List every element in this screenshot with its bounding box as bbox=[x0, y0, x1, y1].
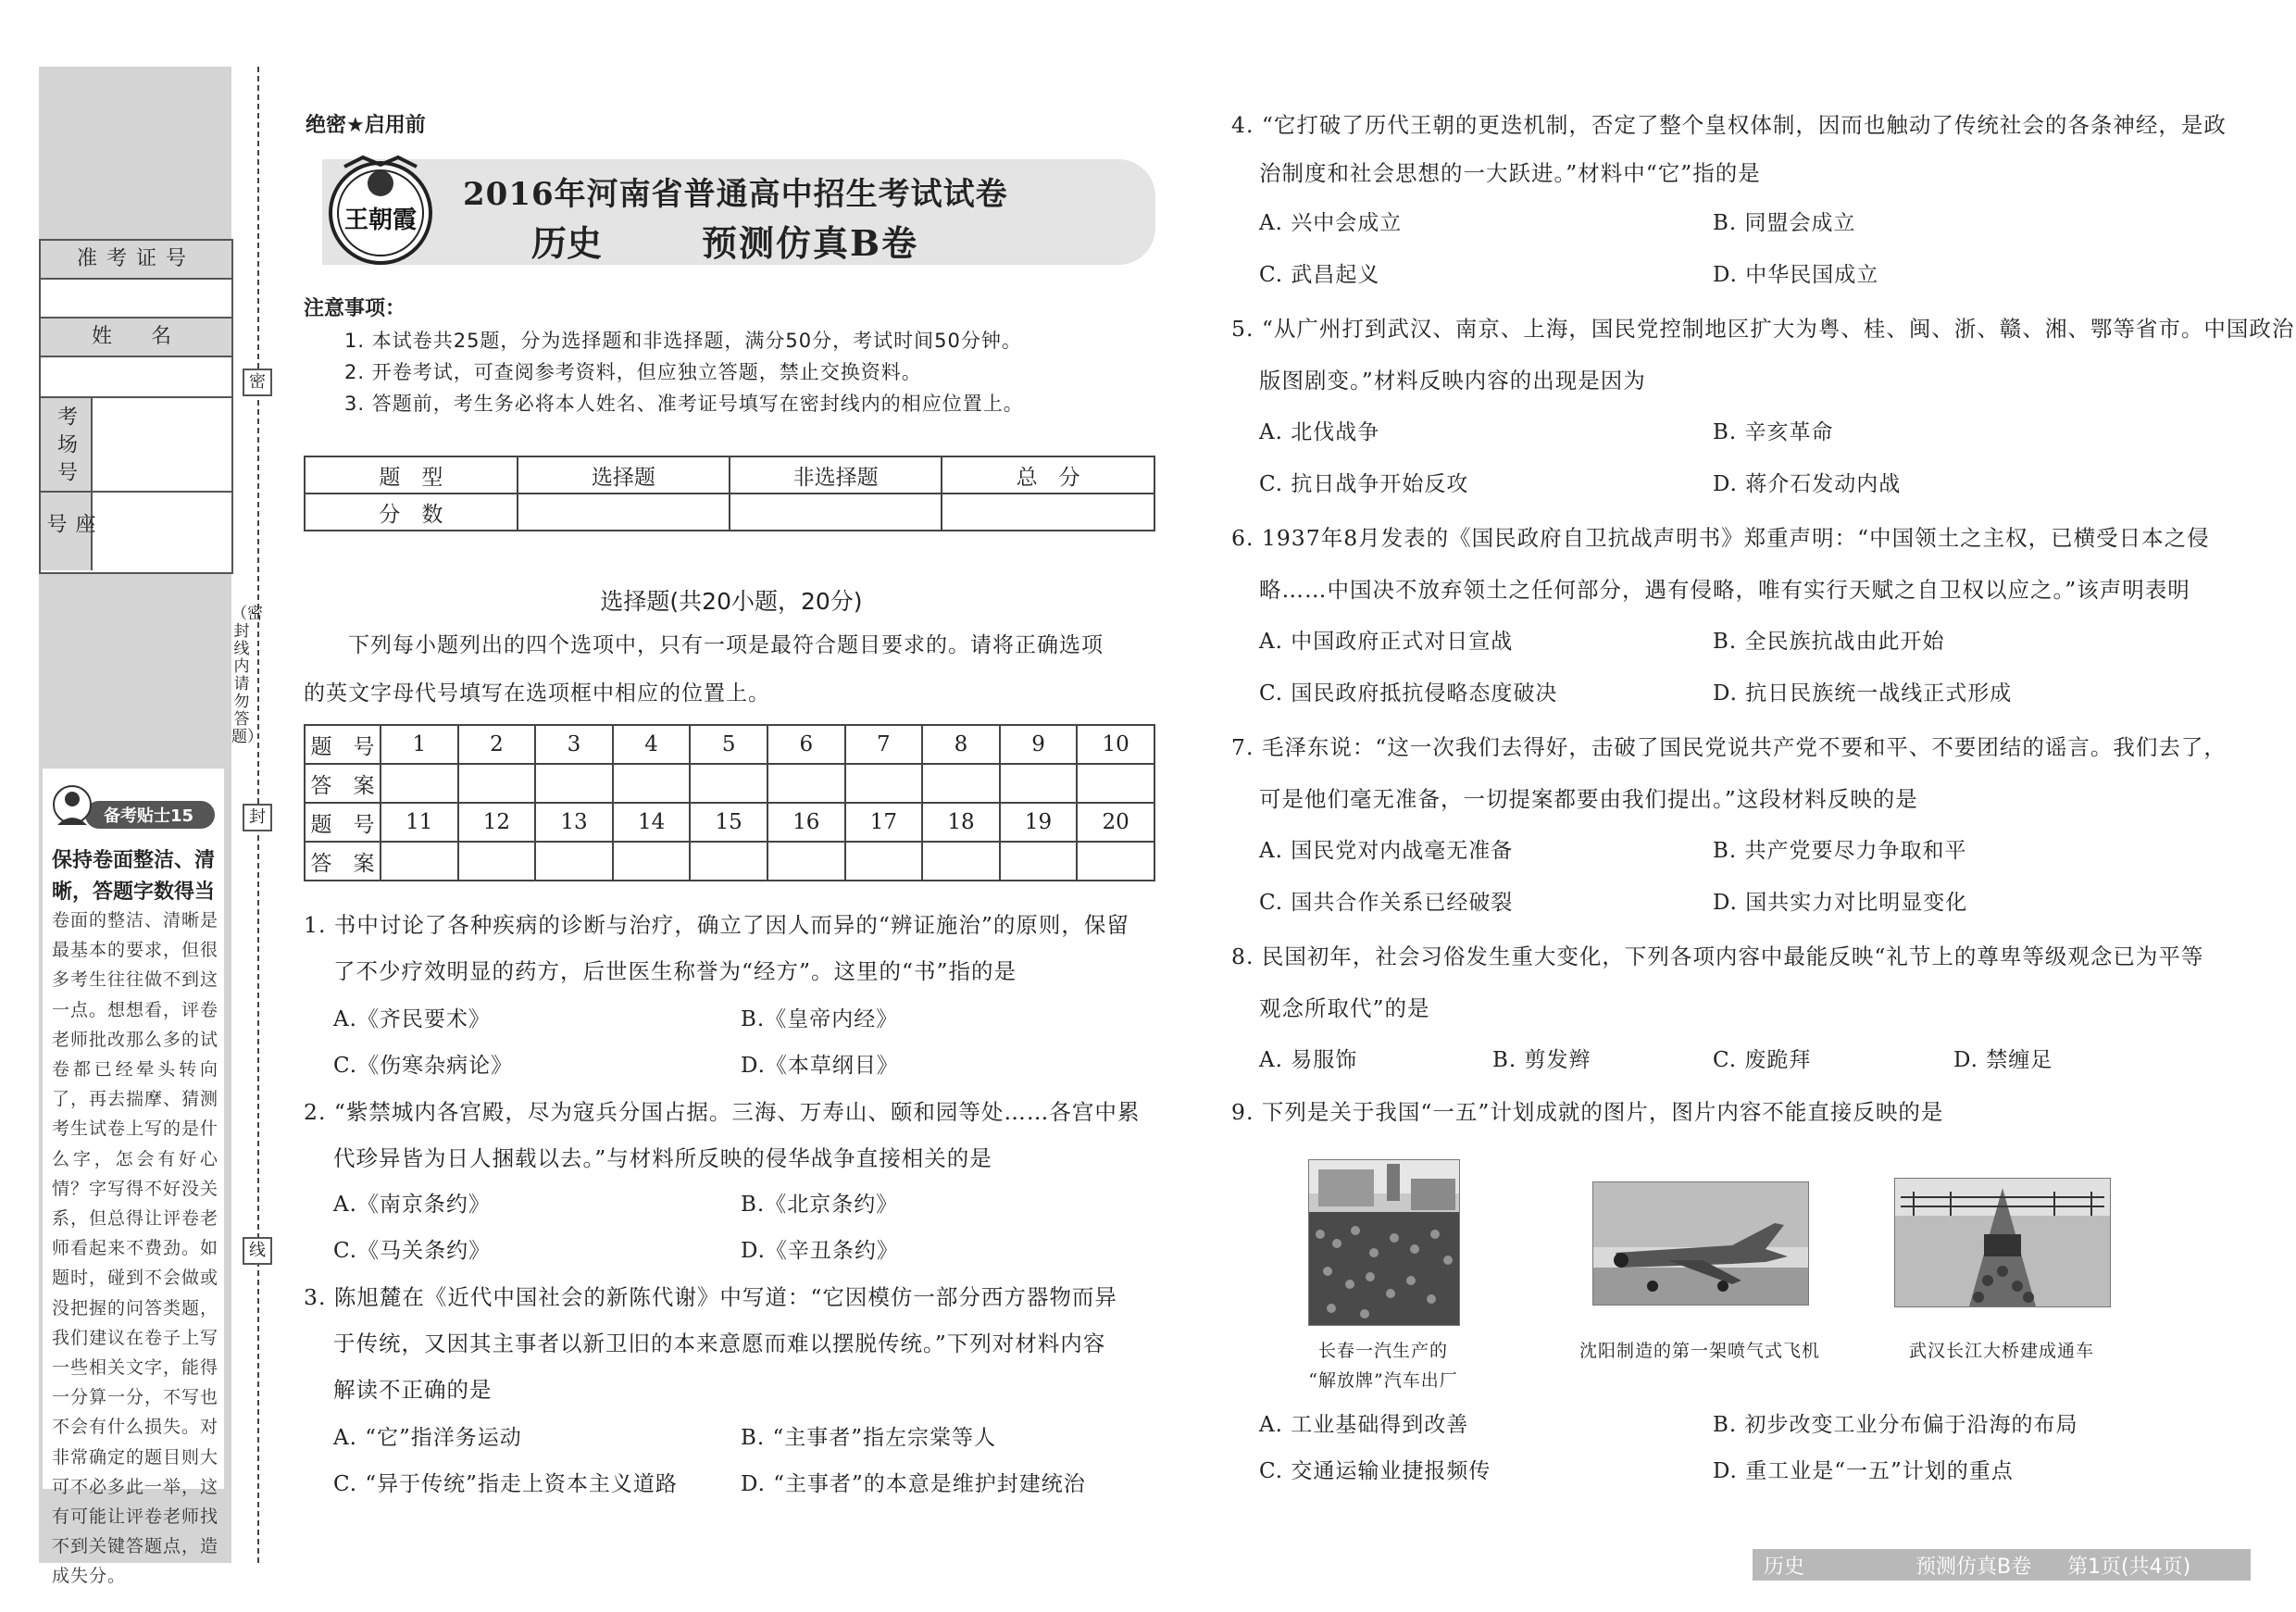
q8-option-a[interactable]: A. 易服饰 bbox=[1259, 1048, 1358, 1072]
q6-option-b[interactable]: B. 全民族抗战由此开始 bbox=[1713, 630, 1945, 654]
question-number: 7 bbox=[845, 725, 923, 764]
score-header: 题 型 bbox=[305, 456, 518, 494]
q4-option-b[interactable]: B. 同盟会成立 bbox=[1713, 211, 1856, 235]
question-number: 19 bbox=[1000, 803, 1078, 842]
photo-caption-3: 武汉长江大桥建成通车 bbox=[1908, 1341, 2094, 1361]
question-7-text: 7. 毛泽东说：“这一次我们去得好，击破了国民党说共产党不要和平、不要团结的谣言。我们去了， bbox=[1231, 734, 2227, 760]
q3-option-d[interactable]: D. “主事者”的本意是维护封建统治 bbox=[741, 1472, 1086, 1496]
q7-option-a[interactable]: A. 国民党对内战毫无准备 bbox=[1259, 839, 1514, 863]
question-number: 1 bbox=[381, 725, 458, 764]
section-title: 选择题(共20小题，20分) bbox=[600, 588, 863, 615]
q5-option-d[interactable]: D. 蒋介石发动内战 bbox=[1713, 472, 1902, 496]
question-2-text: 代珍异皆为日人捆载以去。”与材料所反映的侵华战争直接相关的是 bbox=[333, 1145, 992, 1171]
score-header: 总 分 bbox=[942, 456, 1154, 494]
question-6-text: 略……中国决不放弃领土之任何部分，遇有侵略，唯有实行天赋之自卫权以应之。”该声明表明 bbox=[1259, 577, 2190, 603]
score-cell[interactable] bbox=[942, 494, 1154, 531]
q1-option-d[interactable]: D.《本草纲目》 bbox=[741, 1054, 899, 1078]
answer-cell[interactable] bbox=[690, 764, 767, 803]
answer-cell[interactable] bbox=[458, 764, 536, 803]
question-4-text: 治制度和社会思想的一大跃进。”材料中“它”指的是 bbox=[1259, 160, 1761, 186]
notice-title: 注意事项： bbox=[304, 297, 406, 320]
page-footer bbox=[1753, 1549, 2251, 1581]
photo-caption-2: 沈阳制造的第一架喷气式飞机 bbox=[1578, 1341, 1820, 1361]
answer-cell[interactable] bbox=[381, 764, 458, 803]
q9-option-c[interactable]: C. 交通运输业捷报频传 bbox=[1259, 1459, 1491, 1483]
q2-option-d[interactable]: D.《辛丑条约》 bbox=[741, 1239, 899, 1263]
answer-cell[interactable] bbox=[613, 842, 691, 881]
exam-paper-name: 预测仿真B卷 bbox=[702, 222, 919, 264]
question-2-text: 2. “紫禁城内各宫殿，尽为寇兵分国占据。三海、万寿山、颐和园等处……各宫中累 bbox=[304, 1099, 1141, 1125]
q3-option-a[interactable]: A. “它”指洋务运动 bbox=[333, 1426, 522, 1450]
answer-cell[interactable] bbox=[1077, 764, 1154, 803]
answer-cell[interactable] bbox=[922, 842, 1000, 881]
q8-option-b[interactable]: B. 剪发辫 bbox=[1492, 1048, 1591, 1072]
question-1-text: 了不少疗效明显的药方，后世医生称誉为“经方”。这里的“书”指的是 bbox=[333, 958, 1017, 984]
field-label-seat: 座号 bbox=[41, 493, 93, 570]
question-8-text: 观念所取代”的是 bbox=[1259, 995, 1430, 1021]
answer-cell[interactable] bbox=[613, 764, 691, 803]
answer-cell[interactable] bbox=[767, 842, 845, 881]
answer-cell[interactable] bbox=[1000, 764, 1078, 803]
q9-option-b[interactable]: B. 初步改变工业分布偏于沿海的布局 bbox=[1713, 1413, 2078, 1437]
question-3-text: 3. 陈旭麓在《近代中国社会的新陈代谢》中写道：“它因模仿一部分西方器物而异 bbox=[304, 1284, 1117, 1310]
footer-subject: 历史 bbox=[1764, 1556, 1805, 1579]
question-5-text: 5. “从广州打到武汉、南京、上海，国民党控制地区扩大为粤、桂、闽、浙、赣、湘、鄂等省市。中国政治 bbox=[1231, 316, 2295, 342]
exam-title: 2016年河南省普通高中招生考试试卷 bbox=[463, 176, 1008, 213]
question-1-text: 1. 书中讨论了各种疾病的诊断与治疗，确立了因人而异的“辨证施治”的原则，保留 bbox=[304, 912, 1129, 938]
answer-cell[interactable] bbox=[767, 764, 845, 803]
answer-cell[interactable] bbox=[1077, 842, 1154, 881]
photo-wuhan-bridge bbox=[1894, 1178, 2111, 1307]
question-number: 15 bbox=[690, 803, 767, 842]
secret-label: 绝密★启用前 bbox=[306, 114, 426, 137]
score-cell[interactable] bbox=[730, 494, 942, 531]
photo-caption-1: 长春一汽生产的 bbox=[1317, 1341, 1448, 1361]
q4-option-a[interactable]: A. 兴中会成立 bbox=[1259, 211, 1403, 235]
q5-option-a[interactable]: A. 北伐战争 bbox=[1259, 420, 1380, 444]
question-number: 2 bbox=[458, 725, 536, 764]
q7-option-b[interactable]: B. 共产党要尽力争取和平 bbox=[1713, 839, 1967, 863]
question-number: 14 bbox=[613, 803, 691, 842]
q6-option-d[interactable]: D. 抗日民族统一战线正式形成 bbox=[1713, 681, 2013, 706]
answer-grid bbox=[304, 724, 1155, 881]
q3-option-c[interactable]: C. “异于传统”指走上资本主义道路 bbox=[333, 1472, 678, 1496]
answer-cell[interactable] bbox=[381, 842, 458, 881]
photo-caption-1: “解放牌”汽车出厂 bbox=[1308, 1370, 1458, 1391]
question-number: 3 bbox=[535, 725, 613, 764]
q9-option-a[interactable]: A. 工业基础得到改善 bbox=[1259, 1413, 1469, 1437]
q1-option-c[interactable]: C.《伤寒杂病论》 bbox=[333, 1054, 514, 1078]
score-header: 选择题 bbox=[518, 456, 730, 494]
q6-option-c[interactable]: C. 国民政府抵抗侵略态度破决 bbox=[1259, 681, 1558, 706]
question-6-text: 6. 1937年8月发表的《国民政府自卫抗战声明书》郑重声明：“中国领土之主权，已横受日本之侵 bbox=[1231, 525, 2210, 551]
q9-option-d[interactable]: D. 重工业是“一五”计划的重点 bbox=[1713, 1459, 2014, 1483]
answer-cell[interactable] bbox=[535, 842, 613, 881]
field-input-seat[interactable] bbox=[41, 493, 231, 570]
score-table bbox=[304, 456, 1155, 531]
score-row-label: 分 数 bbox=[305, 494, 518, 531]
question-number: 6 bbox=[767, 725, 845, 764]
question-number: 4 bbox=[613, 725, 691, 764]
question-number: 8 bbox=[922, 725, 1000, 764]
tips-banner bbox=[48, 773, 220, 834]
question-number: 16 bbox=[767, 803, 845, 842]
notice-item: 1. 本试卷共25题，分为选择题和非选择题，满分50分，考试时间50分钟。 bbox=[344, 330, 1022, 352]
question-number: 10 bbox=[1077, 725, 1154, 764]
answer-grid-label: 答 案 bbox=[305, 842, 381, 881]
answer-cell[interactable] bbox=[845, 764, 923, 803]
question-7-text: 可是他们毫无准备，一切提案都要由我们提出。”这段材料反映的是 bbox=[1259, 786, 1918, 812]
q5-option-c[interactable]: C. 抗日战争开始反攻 bbox=[1259, 472, 1469, 496]
q8-option-c[interactable]: C. 废跪拜 bbox=[1713, 1048, 1812, 1072]
question-3-text: 于传统，又因其主事者以新卫旧的本来意愿而难以摆脱传统。”下列对材料内容 bbox=[333, 1331, 1106, 1356]
notice-item: 2. 开卷考试，可查阅参考资料，但应独立答题，禁止交换资料。 bbox=[344, 361, 922, 383]
field-label-name: 姓 名 bbox=[41, 319, 231, 357]
field-input-name[interactable] bbox=[41, 357, 231, 398]
seal-note: （密封线内请勿答题） bbox=[231, 605, 263, 746]
q7-option-d[interactable]: D. 国共实力对比明显变化 bbox=[1713, 891, 1968, 915]
q3-option-b[interactable]: B. “主事者”指左宗棠等人 bbox=[741, 1426, 997, 1450]
q7-option-c[interactable]: C. 国共合作关系已经破裂 bbox=[1259, 891, 1514, 915]
field-input-exam-room[interactable] bbox=[41, 398, 231, 493]
question-9-text: 9. 下列是关于我国“一五”计划成就的图片，图片内容不能直接反映的是 bbox=[1231, 1099, 1944, 1125]
question-number: 18 bbox=[922, 803, 1000, 842]
answer-grid-label: 题 号 bbox=[305, 803, 381, 842]
question-4-text: 4. “它打破了历代王朝的更迭机制，否定了整个皇权体制，因而也触动了传统社会的各条神经，是政 bbox=[1231, 112, 2227, 138]
answer-grid-label: 题 号 bbox=[305, 725, 381, 764]
question-5-text: 版图剧变。”材料反映内容的出现是因为 bbox=[1259, 368, 1646, 394]
tips-banner-text: 备考贴士15 bbox=[104, 806, 194, 826]
q2-option-c[interactable]: C.《马关条约》 bbox=[333, 1239, 492, 1263]
q6-option-a[interactable]: A. 中国政府正式对日宣战 bbox=[1259, 630, 1514, 654]
section-instruction: 下列每小题列出的四个选项中，只有一项是最符合题目要求的。请将正确选项 bbox=[348, 633, 1104, 657]
q4-option-c[interactable]: C. 武昌起义 bbox=[1259, 263, 1380, 287]
notice-item: 3. 答题前，考生务必将本人姓名、准考证号填写在密封线内的相应位置上。 bbox=[344, 393, 1024, 415]
seal-char-feng: 封 bbox=[243, 804, 272, 831]
footer-paper: 预测仿真B卷 bbox=[1915, 1556, 2032, 1579]
question-number: 11 bbox=[381, 803, 458, 842]
q8-option-d[interactable]: D. 禁缠足 bbox=[1953, 1048, 2053, 1072]
q2-option-b[interactable]: B.《北京条约》 bbox=[741, 1193, 899, 1217]
q1-option-b[interactable]: B.《皇帝内经》 bbox=[741, 1007, 899, 1031]
answer-cell[interactable] bbox=[535, 764, 613, 803]
seal-char-mi: 密 bbox=[243, 369, 272, 396]
field-input-exam-number[interactable] bbox=[41, 280, 231, 319]
q2-option-a[interactable]: A.《南京条约》 bbox=[333, 1193, 491, 1217]
section-instruction: 的英文字母代号填写在选项框中相应的位置上。 bbox=[304, 681, 770, 706]
exam-subject: 历史 bbox=[531, 222, 603, 264]
q1-option-a[interactable]: A.《齐民要术》 bbox=[333, 1007, 491, 1031]
question-number: 12 bbox=[458, 803, 536, 842]
tips-body: 卷面的整洁、清晰是最基本的要求，但很多考生往往做不到这一点。想想看，评卷老师批改那么多的试卷都已经晕头转向了，再去揣摩、猜测考生试卷上写的是什么字，怎会有好心情？字写得不好没关系，但总得让评卷老师看起来不费劲。如题时，碰到不会做或没把握的问答类题，我们建议在卷子上写一些相关文字，能得一分算一分，不写也不会有什么损失。对非常确定的题目则大可不必多此一举，这有可能让评卷老师找不到关键答题点，造成失分。 bbox=[52, 910, 219, 1587]
question-8-text: 8. 民国初年，社会习俗发生重大变化，下列各项内容中最能反映“礼节上的尊卑等级观念已为平等 bbox=[1231, 943, 2204, 969]
question-number: 13 bbox=[535, 803, 613, 842]
question-number: 9 bbox=[1000, 725, 1078, 764]
field-label-exam-number: 准考证号 bbox=[41, 241, 231, 280]
field-label-exam-room: 考场号 bbox=[41, 398, 93, 491]
question-number: 5 bbox=[690, 725, 767, 764]
publisher-logo-icon bbox=[326, 148, 435, 269]
question-number: 20 bbox=[1077, 803, 1154, 842]
candidate-info-box bbox=[39, 239, 233, 574]
question-number: 17 bbox=[845, 803, 923, 842]
answer-cell[interactable] bbox=[845, 842, 923, 881]
tips-title: 保持卷面整洁、清晰，答题字数得当 bbox=[51, 848, 215, 904]
photo-jet-plane bbox=[1592, 1181, 1809, 1306]
answer-cell[interactable] bbox=[690, 842, 767, 881]
q4-option-d[interactable]: D. 中华民国成立 bbox=[1713, 263, 1879, 287]
photo-jiefang-truck bbox=[1308, 1159, 1460, 1326]
answer-cell[interactable] bbox=[922, 764, 1000, 803]
seal-char-xian: 线 bbox=[243, 1237, 272, 1265]
score-cell[interactable] bbox=[518, 494, 730, 531]
footer-page: 第1页(共4页) bbox=[2067, 1556, 2191, 1579]
svg-text:王朝霞: 王朝霞 bbox=[343, 206, 418, 234]
score-header: 非选择题 bbox=[730, 456, 942, 494]
answer-grid-label: 答 案 bbox=[305, 764, 381, 803]
q5-option-b[interactable]: B. 辛亥革命 bbox=[1713, 420, 1834, 444]
answer-cell[interactable] bbox=[1000, 842, 1078, 881]
answer-cell[interactable] bbox=[458, 842, 536, 881]
question-3-text: 解读不正确的是 bbox=[333, 1377, 493, 1403]
